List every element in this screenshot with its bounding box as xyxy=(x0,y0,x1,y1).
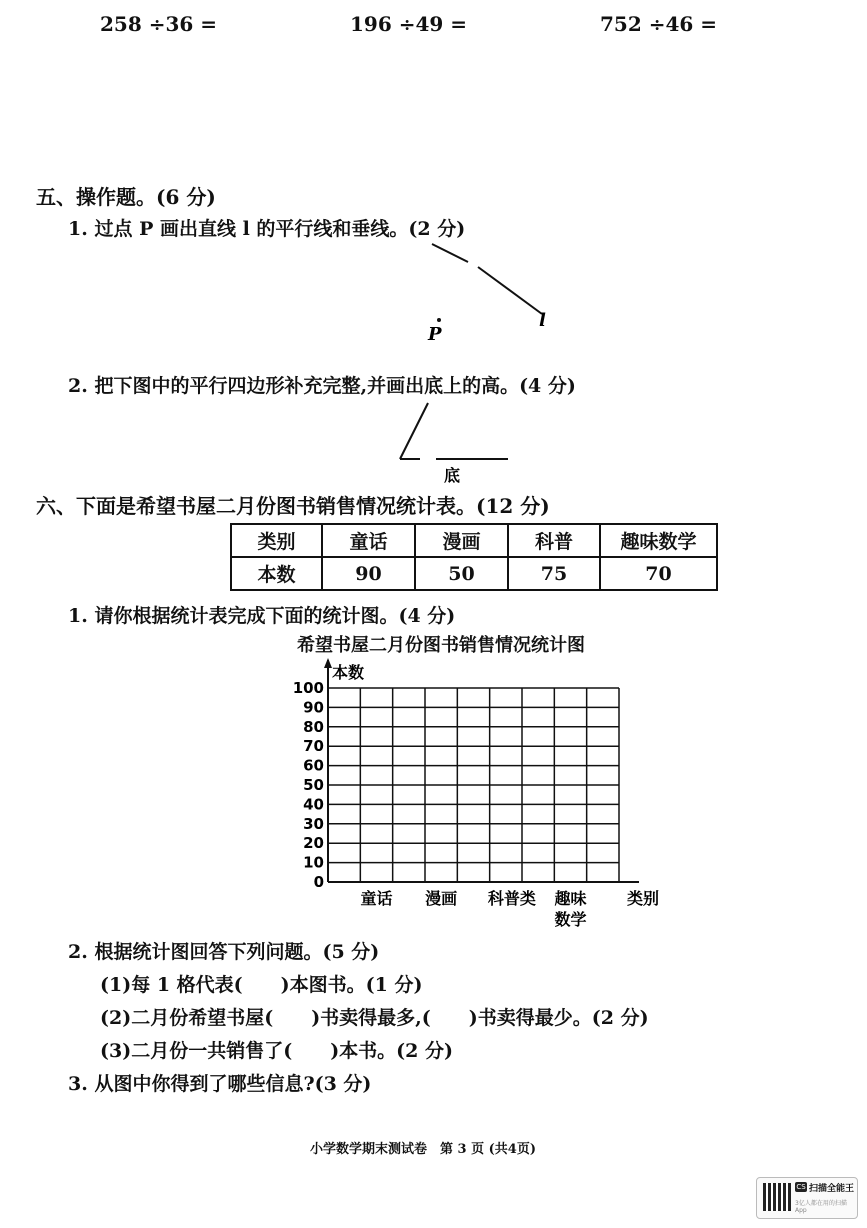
table-cell: 90 xyxy=(322,557,415,590)
watermark-sub: 3亿人都在用的扫描App xyxy=(795,1200,847,1214)
section6-q2: 2. 根据统计图回答下列问题。(5 分) xyxy=(68,941,380,963)
table-row xyxy=(231,524,717,557)
section6-q2-2: (2)二月份希望书屋( )书卖得最多,( )书卖得最少。(2 分) xyxy=(100,1007,649,1029)
table-cell: 50 xyxy=(415,557,508,590)
camscanner-logo-icon: CS xyxy=(796,1183,806,1191)
section5-q2: 2. 把下图中的平行四边形补充完整,并画出底上的高。(4 分) xyxy=(68,375,576,397)
bar-chart xyxy=(270,655,670,935)
table-cell: 本数 xyxy=(231,557,322,590)
y-axis-label: 本数 xyxy=(332,663,365,682)
table-header-cell: 童话 xyxy=(322,524,415,557)
section6-q3: 3. 从图中你得到了哪些信息?(3 分) xyxy=(68,1073,372,1095)
section6-title: 六、下面是希望书屋二月份图书销售情况统计表。(12 分) xyxy=(36,494,550,518)
x-category-label: 童话 xyxy=(360,889,393,908)
section5-title: 五、操作题。(6 分) xyxy=(36,185,216,209)
y-tick-label: 40 xyxy=(303,795,324,814)
section6-q2-1: (1)每 1 格代表( )本图书。(1 分) xyxy=(100,974,423,996)
table-header-cell: 漫画 xyxy=(415,524,508,557)
section6-q2-3: (3)二月份一共销售了( )本书。(2 分) xyxy=(100,1040,453,1062)
y-axis-arrow xyxy=(324,658,332,668)
scanner-watermark xyxy=(756,1177,858,1219)
watermark-brand: 扫描全能王 xyxy=(809,1184,855,1194)
qr-code-icon xyxy=(763,1183,791,1211)
y-tick-label: 60 xyxy=(303,756,324,775)
table-cell: 70 xyxy=(600,557,717,590)
y-tick-label: 10 xyxy=(303,853,324,872)
x-axis-label: 类别 xyxy=(627,889,660,908)
line-l-figure xyxy=(420,240,560,350)
table-header-cell: 科普 xyxy=(508,524,600,557)
table-cell: 75 xyxy=(508,557,600,590)
page-footer: 小学数学期末测试卷 第 3 页 (共4页) xyxy=(310,1142,536,1157)
y-tick-label: 100 xyxy=(292,679,324,697)
x-category-label: 科普类 xyxy=(487,889,536,908)
table-header-cell: 类别 xyxy=(231,524,322,557)
y-tick-label: 0 xyxy=(313,873,324,891)
section6-q1: 1. 请你根据统计表完成下面的统计图。(4 分) xyxy=(68,605,456,627)
parallelogram-figure xyxy=(390,395,520,490)
x-category-label: 趣味 xyxy=(554,889,587,908)
base-label: 底 xyxy=(444,466,461,485)
y-tick-label: 80 xyxy=(303,717,324,736)
y-tick-label: 50 xyxy=(303,776,324,794)
arith-3: 752 ÷46 = xyxy=(600,12,718,36)
chart-title: 希望书屋二月份图书销售情况统计图 xyxy=(297,635,585,656)
arith-1: 258 ÷36 = xyxy=(100,12,218,36)
point-p-label: P xyxy=(428,324,442,345)
y-tick-label: 20 xyxy=(303,834,324,853)
x-category-label: 漫画 xyxy=(425,889,458,908)
arith-2: 196 ÷49 = xyxy=(350,12,468,36)
x-category-label: 数学 xyxy=(554,910,587,929)
line-l-label: l xyxy=(539,310,546,331)
point-p-dot xyxy=(437,318,441,322)
sales-table xyxy=(230,523,718,591)
y-tick-label: 30 xyxy=(303,814,324,833)
y-tick-label: 90 xyxy=(303,698,324,717)
y-tick-label: 70 xyxy=(303,737,324,756)
table-row xyxy=(231,557,717,590)
table-header-cell: 趣味数学 xyxy=(600,524,717,557)
section5-q1: 1. 过点 P 画出直线 l 的平行线和垂线。(2 分) xyxy=(68,218,466,240)
